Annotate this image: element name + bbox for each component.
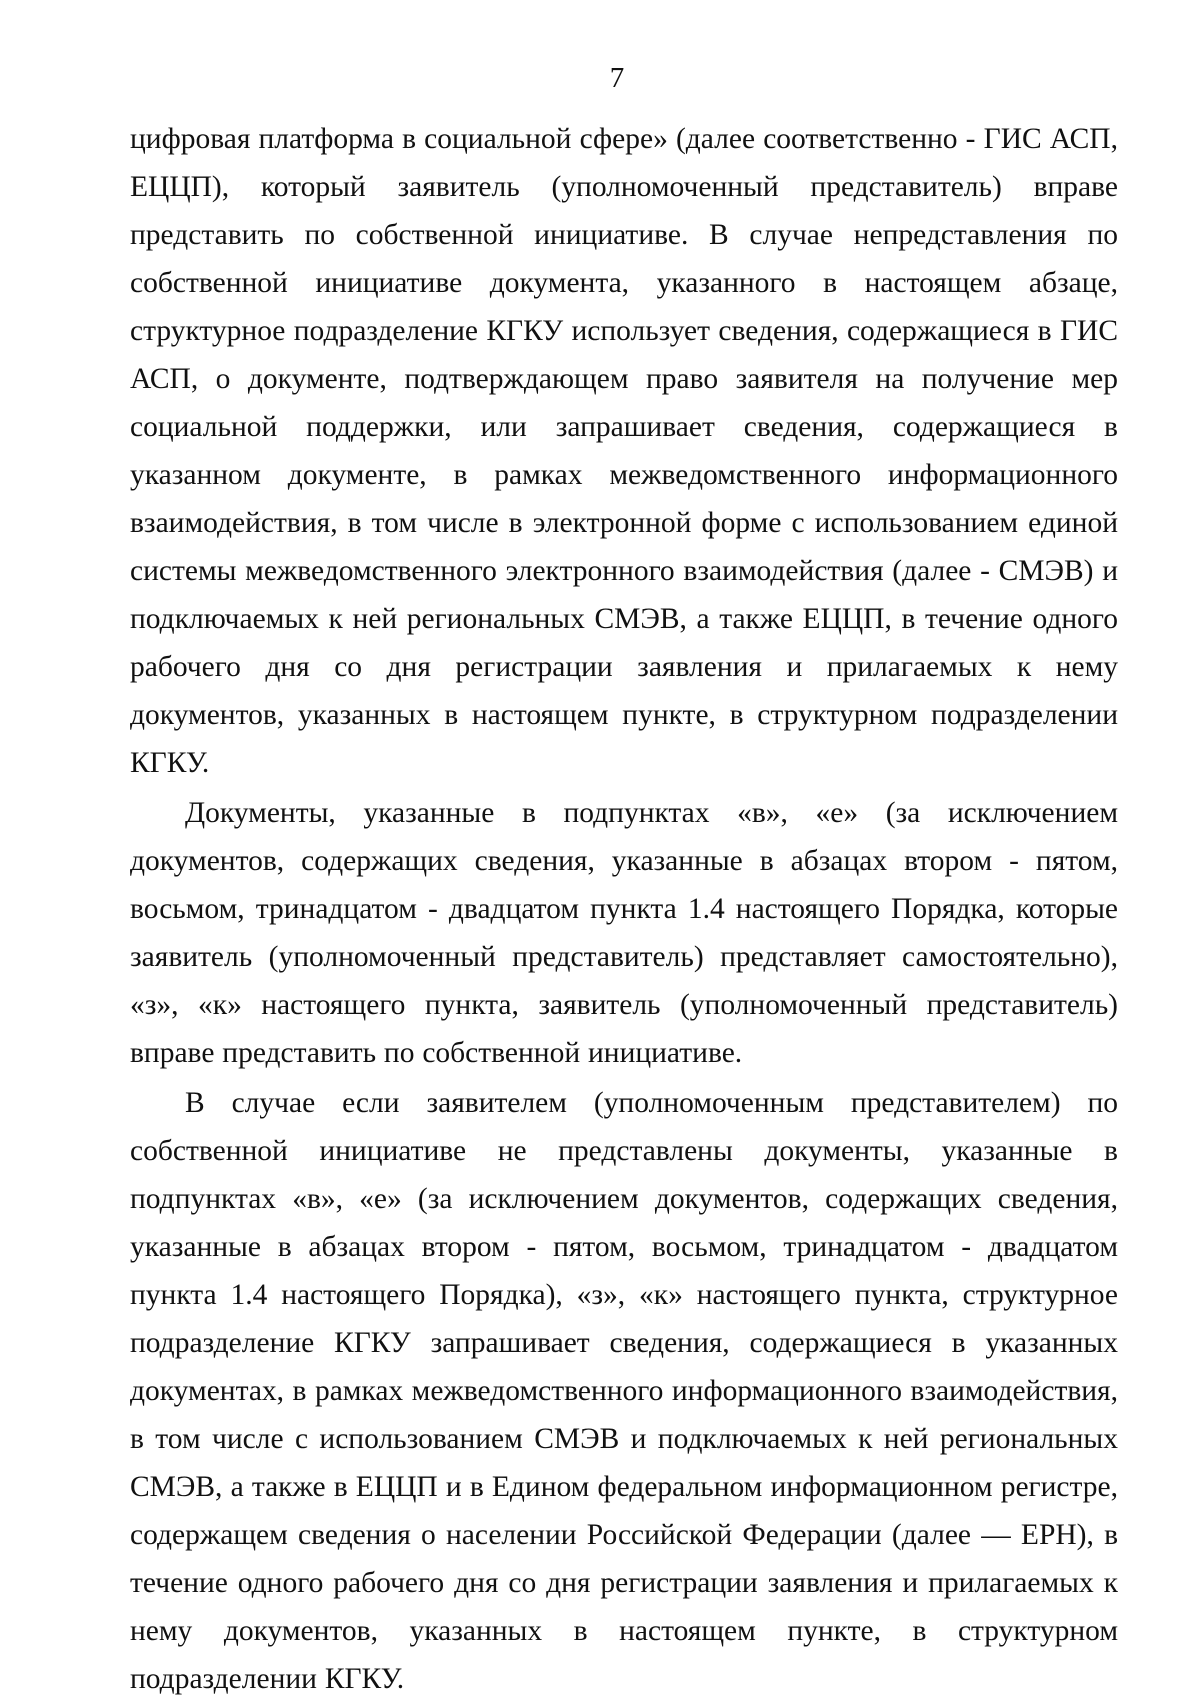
document-body (130, 115, 1118, 1703)
paragraph-interagency-request: В случае если заявителем (уполномоченным представителем) по собственной инициативе не представлены документы, указанные в подпунктах «в», «е» (за исключением документов, содержащих сведения, указанные в абзацах втором - пятом, восьмом, тринадцатом - двадцатом пункта 1.4 настоящего Порядка), «з», «к» настоящего пункта, структурное подразделение КГКУ запрашивает сведения, содержащиеся в указанных документах, в рамках межведомственного информационного взаимодействия, в том числе с использованием СМЭВ и подключаемых к ней региональных СМЭВ, а также в ЕЦЦП и в Едином федеральном информационном регистре, содержащем сведения о населении Российской Федерации (далее — ЕРН), в течение одного рабочего дня со дня регистрации заявления и прилагаемых к нему документов, указанных в настоящем пункте, в структурном подразделении КГКУ. (130, 1087, 1118, 1695)
paragraph-documents-optional: Документы, указанные в подпунктах «в», «е» (за исключением документов, содержащих сведения, указанные в абзацах втором - пятом, восьмом, тринадцатом - двадцатом пункта 1.4 настоящего Порядка, которые заявитель (уполномоченный представитель) представляет самостоятельно), «з», «к» настоящего пункта, заявитель (уполномоченный представитель) вправе представить по собственной инициативе. (130, 797, 1118, 1069)
page-number: 7 (609, 62, 625, 94)
paragraph-continuation: цифровая платформа в социальной сфере» (далее соответственно - ГИС АСП, ЕЦЦП), который заявитель (уполномоченный представитель) вправе представить по собственной инициативе. В случае непредставления по собственной инициативе документа, указанного в настоящем абзаце, структурное подразделение КГКУ использует сведения, содержащиеся в ГИС АСП, о документе, подтверждающем право заявителя на получение мер социальной поддержки, или запрашивает сведения, содержащиеся в указанном документе, в рамках межведомственного информационного взаимодействия, в том числе в электронной форме с использованием единой системы межведомственного электронного взаимодействия (далее - СМЭВ) и подключаемых к ней региональных СМЭВ, а также ЕЦЦП, в течение одного рабочего дня со дня регистрации заявления и прилагаемых к нему документов, указанных в настоящем пункте, в структурном подразделении КГКУ. (130, 123, 1118, 779)
